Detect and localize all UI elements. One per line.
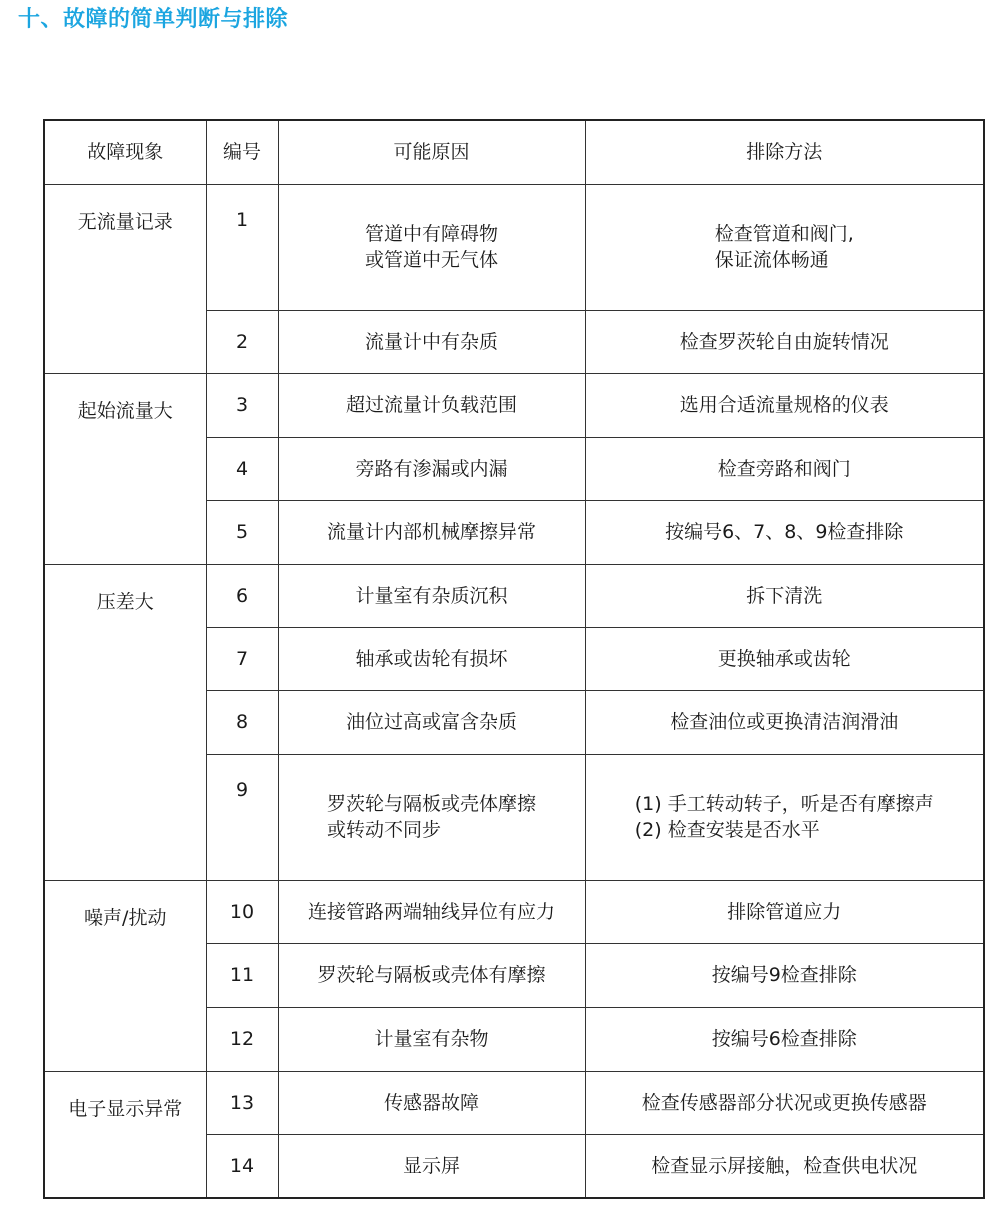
number-cell: 14 [206, 1134, 278, 1198]
table-row [44, 564, 984, 627]
number-cell: 1 [206, 184, 278, 310]
cause-cell [278, 184, 585, 310]
fix-line: 保证流体畅通 [714, 249, 829, 271]
cause-line: 或转动不同步 [326, 819, 441, 841]
cause-cell: 流量计中有杂质 [278, 310, 585, 373]
cause-cell [278, 754, 585, 880]
cause-cell: 油位过高或富含杂质 [278, 690, 585, 754]
fix-cell: 按编号6检查排除 [585, 1007, 984, 1071]
fix-cell: 检查旁路和阀门 [585, 437, 984, 500]
header-symptom: 故障现象 [44, 120, 206, 184]
fix-cell [585, 754, 984, 880]
fix-cell: 选用合适流量规格的仪表 [585, 373, 984, 437]
table-row [44, 373, 984, 437]
header-number: 编号 [206, 120, 278, 184]
fix-cell: 更换轴承或齿轮 [585, 627, 984, 690]
cause-cell: 传感器故障 [278, 1071, 585, 1134]
symptom-cell: 噪声/扰动 [44, 880, 206, 1071]
fix-line: (2) 检查安装是否水平 [634, 819, 820, 841]
cause-cell: 连接管路两端轴线异位有应力 [278, 880, 585, 943]
table-row [44, 880, 984, 943]
fix-cell: 检查传感器部分状况或更换传感器 [585, 1071, 984, 1134]
table-header-row [44, 120, 984, 184]
number-cell: 10 [206, 880, 278, 943]
fix-cell: 排除管道应力 [585, 880, 984, 943]
fix-cell: 按编号6、7、8、9检查排除 [585, 500, 984, 564]
cause-cell: 计量室有杂质沉积 [278, 564, 585, 627]
symptom-cell: 电子显示异常 [44, 1071, 206, 1198]
troubleshooting-table [43, 119, 985, 1199]
symptom-cell: 起始流量大 [44, 373, 206, 564]
cause-cell: 显示屏 [278, 1134, 585, 1198]
number-cell: 9 [206, 754, 278, 880]
number-cell: 8 [206, 690, 278, 754]
cause-cell: 流量计内部机械摩擦异常 [278, 500, 585, 564]
number-cell: 7 [206, 627, 278, 690]
fix-cell: 检查油位或更换清洁润滑油 [585, 690, 984, 754]
cause-cell: 轴承或齿轮有损坏 [278, 627, 585, 690]
table-row [44, 1071, 984, 1134]
number-cell: 4 [206, 437, 278, 500]
cause-cell: 旁路有渗漏或内漏 [278, 437, 585, 500]
number-cell: 5 [206, 500, 278, 564]
fix-line: 检查管道和阀门, [714, 223, 854, 245]
number-cell: 6 [206, 564, 278, 627]
fix-line: (1) 手工转动转子，听是否有摩擦声 [634, 793, 934, 815]
fix-cell [585, 184, 984, 310]
fix-cell: 按编号9检查排除 [585, 943, 984, 1007]
fix-cell: 检查罗茨轮自由旋转情况 [585, 310, 984, 373]
header-cause: 可能原因 [278, 120, 585, 184]
cause-cell: 罗茨轮与隔板或壳体有摩擦 [278, 943, 585, 1007]
number-cell: 11 [206, 943, 278, 1007]
fix-cell: 检查显示屏接触，检查供电状况 [585, 1134, 984, 1198]
cause-line: 罗茨轮与隔板或壳体摩擦 [326, 793, 536, 815]
number-cell: 13 [206, 1071, 278, 1134]
cause-line: 或管道中无气体 [364, 249, 498, 271]
number-cell: 12 [206, 1007, 278, 1071]
symptom-cell: 压差大 [44, 564, 206, 880]
header-fix: 排除方法 [585, 120, 984, 184]
number-cell: 2 [206, 310, 278, 373]
cause-line: 管道中有障碍物 [364, 223, 498, 245]
cause-cell: 计量室有杂物 [278, 1007, 585, 1071]
section-title: 十、故障的简单判断与排除 [18, 7, 289, 32]
cause-cell: 超过流量计负载范围 [278, 373, 585, 437]
table-row [44, 184, 984, 310]
number-cell: 3 [206, 373, 278, 437]
fix-cell: 拆下清洗 [585, 564, 984, 627]
symptom-cell: 无流量记录 [44, 184, 206, 373]
